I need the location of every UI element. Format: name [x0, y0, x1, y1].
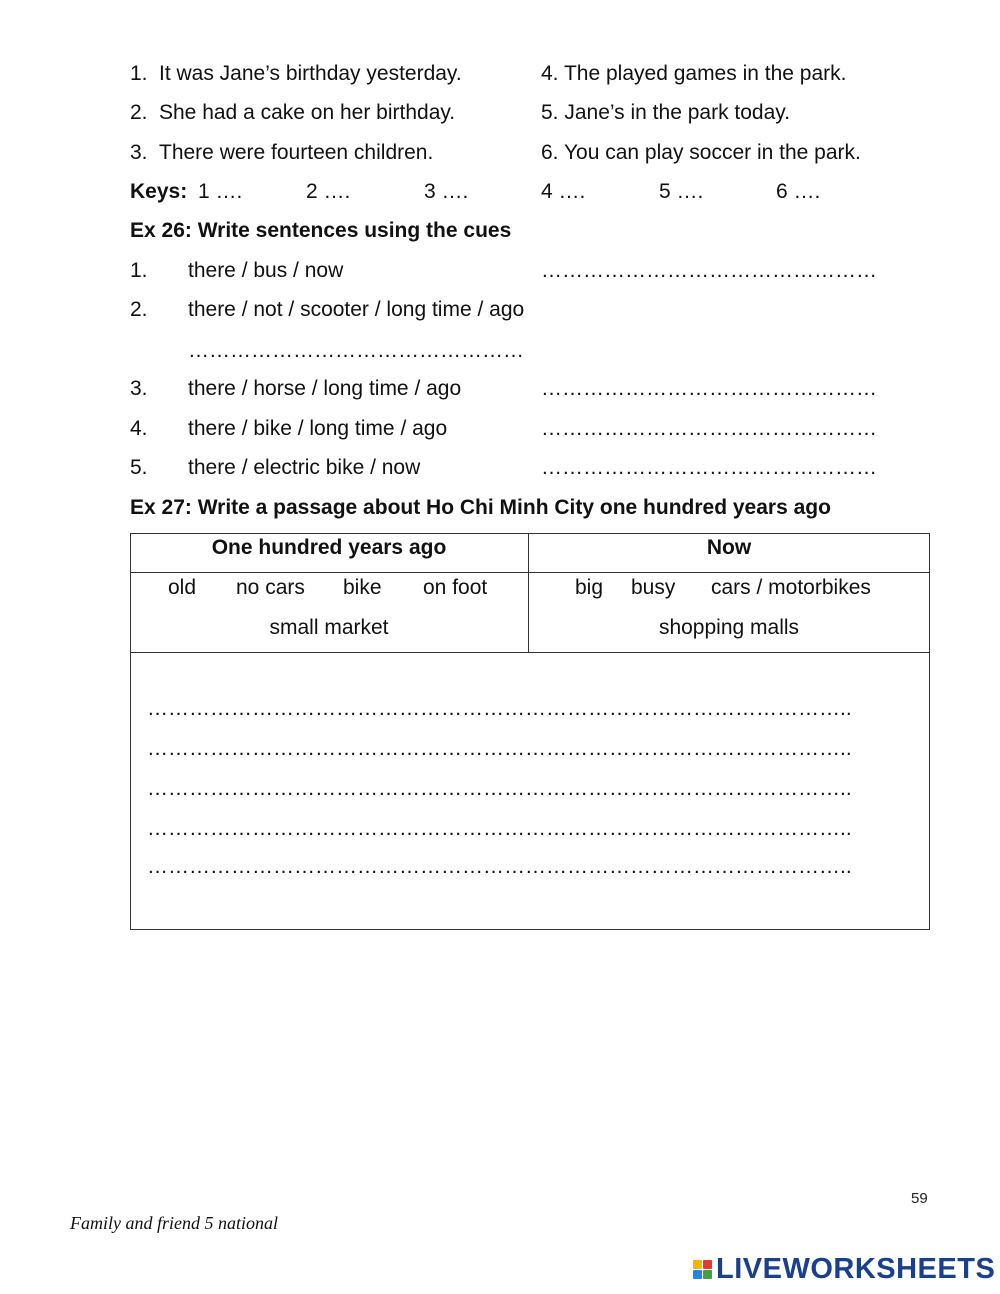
statement-3: There were fourteen children.	[159, 141, 434, 164]
writing-line-5[interactable]: ………………………………………………………………………………………..	[147, 855, 852, 878]
now-word-shopping-malls: shopping malls	[658, 616, 800, 639]
ex26-item-4-answer[interactable]: …………………………………………	[541, 417, 877, 440]
key-1[interactable]: 1 ….	[198, 180, 243, 203]
ex26-item-2-answer[interactable]: …………………………………………	[188, 339, 524, 362]
liveworksheets-logo[interactable]	[693, 1254, 995, 1284]
ex26-item-1-cue: there / bus / now	[188, 259, 344, 282]
statement-1: It was Jane’s birthday yesterday.	[159, 62, 462, 85]
table-row-divider	[130, 652, 930, 653]
statement-3-number: 3.	[130, 141, 148, 164]
statement-2: She had a cake on her birthday.	[159, 101, 456, 124]
now-word-busy: busy	[631, 576, 676, 599]
ex26-item-2-number: 2.	[130, 298, 148, 321]
past-word-small-market: small market	[269, 616, 389, 639]
ex26-item-4-cue: there / bike / long time / ago	[188, 417, 448, 440]
column-header-past: One hundred years ago	[211, 536, 447, 559]
book-title: Family and friend 5 national	[70, 1213, 278, 1233]
statement-5: 5. Jane’s in the park today.	[541, 101, 791, 124]
ex26-item-5-cue: there / electric bike / now	[188, 456, 421, 479]
writing-line-4[interactable]: ………………………………………………………………………………………..	[147, 817, 852, 840]
ex26-item-3-cue: there / horse / long time / ago	[188, 377, 462, 400]
ex26-item-3-answer[interactable]: …………………………………………	[541, 377, 877, 400]
ex26-item-1-number: 1.	[130, 259, 148, 282]
writing-line-1[interactable]: ………………………………………………………………………………………..	[147, 697, 852, 720]
ex26-item-2-cue: there / not / scooter / long time / ago	[188, 298, 525, 321]
writing-line-2[interactable]: ………………………………………………………………………………………..	[147, 737, 852, 760]
table-border-top	[130, 533, 930, 534]
key-5[interactable]: 5 ….	[659, 180, 704, 203]
logo-text: LIVEWORKSHEETS	[716, 1252, 996, 1285]
ex26-title: Ex 26: Write sentences using the cues	[130, 219, 512, 242]
key-2[interactable]: 2 ….	[306, 180, 351, 203]
keys-label: Keys:	[130, 180, 188, 203]
writing-line-3[interactable]: ………………………………………………………………………………………..	[147, 777, 852, 800]
statement-2-number: 2.	[130, 101, 148, 124]
now-word-cars-motorbikes: cars / motorbikes	[711, 576, 871, 599]
statement-4: 4. The played games in the park.	[541, 62, 847, 85]
table-border-right	[929, 533, 930, 930]
ex27-title: Ex 27: Write a passage about Ho Chi Minh City one hundred years ago	[130, 496, 831, 519]
logo-blocks-icon	[693, 1260, 712, 1279]
key-4[interactable]: 4 ….	[541, 180, 586, 203]
ex26-item-5-number: 5.	[130, 456, 148, 479]
past-word-on-foot: on foot	[423, 576, 488, 599]
table-header-divider	[130, 572, 930, 573]
page-number: 59	[911, 1190, 928, 1207]
now-word-big: big	[575, 576, 604, 599]
table-border-left	[130, 533, 131, 930]
ex26-item-4-number: 4.	[130, 417, 148, 440]
table-border-bottom	[130, 929, 930, 930]
key-3[interactable]: 3 ….	[424, 180, 469, 203]
column-header-now: Now	[706, 536, 752, 559]
ex26-item-3-number: 3.	[130, 377, 148, 400]
ex26-item-1-answer[interactable]: …………………………………………	[541, 259, 877, 282]
ex26-item-5-answer[interactable]: …………………………………………	[541, 456, 877, 479]
past-word-old: old	[168, 576, 197, 599]
key-6[interactable]: 6 ….	[776, 180, 821, 203]
statement-6: 6. You can play soccer in the park.	[541, 141, 861, 164]
past-word-no-cars: no cars	[236, 576, 305, 599]
past-word-bike: bike	[343, 576, 382, 599]
statement-1-number: 1.	[130, 62, 148, 85]
